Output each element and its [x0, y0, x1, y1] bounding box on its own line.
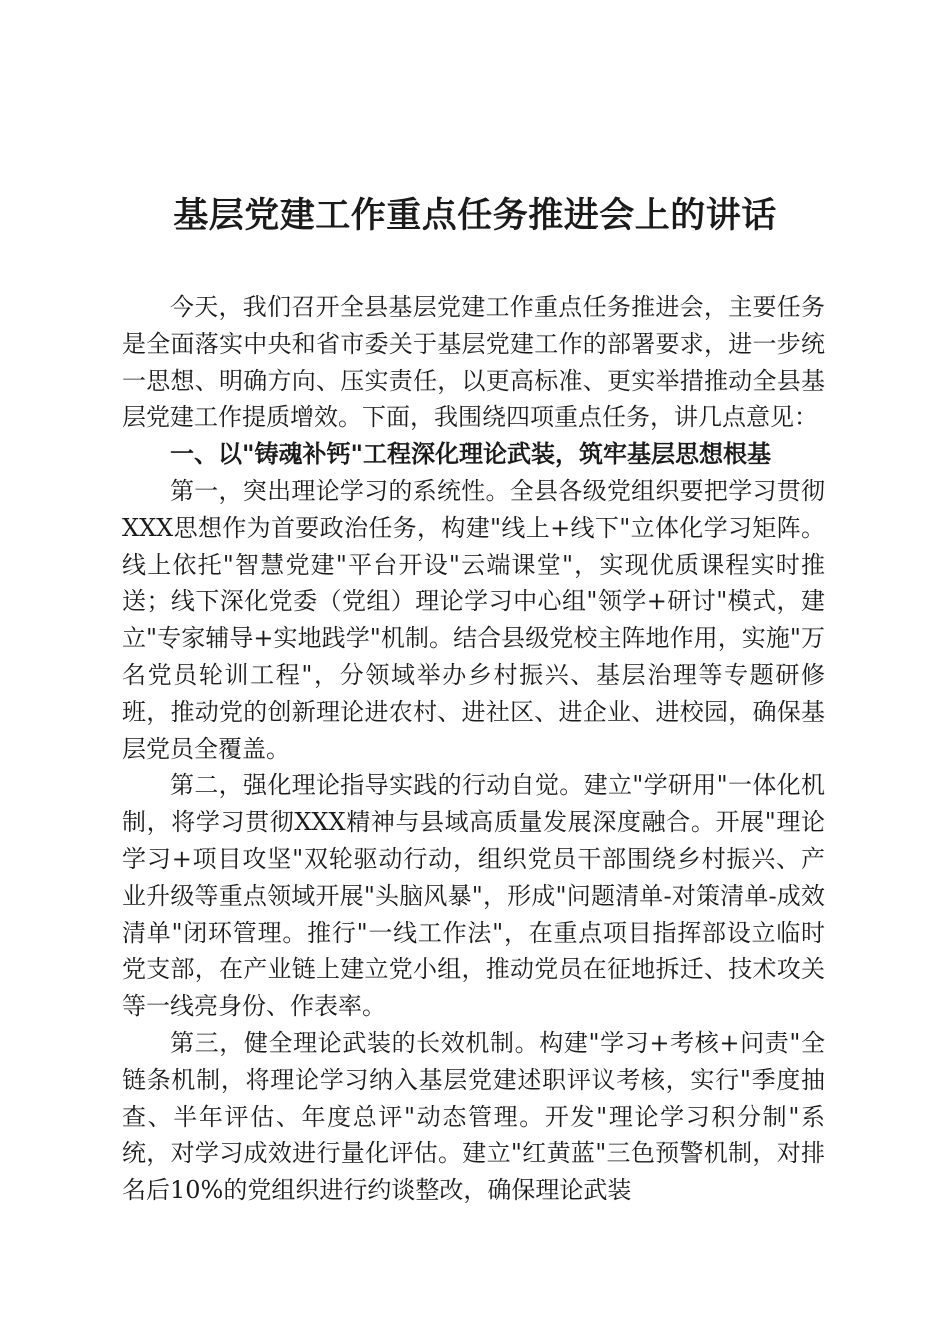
document-body: [122, 289, 825, 1209]
document-title: 基层党建工作重点任务推进会上的讲话: [173, 195, 777, 236]
paragraph-3: 第三，健全理论武装的长效机制。构建"学习+考核+问责"全链条机制，将理论学习纳入基层党建述职评议考核，实行"季度抽查、半年评估、年度总评"动态管理。开发"理论学习积分制"系统，对学习成效进行量化评估。建立"红黄蓝"三色预警机制，对排名后10%的党组织进行约谈整改，确保理论武装: [122, 1028, 825, 1205]
intro-paragraph: 今天，我们召开全县基层党建工作重点任务推进会，主要任务是全面落实中央和省市委关于基层党建工作的部署要求，进一步统一思想、明确方向、压实责任，以更高标准、更实举措推动全县基层党建工作提质增效。下面，我围绕四项重点任务，讲几点意见：: [122, 293, 825, 432]
paragraph-1: 第一，突出理论学习的系统性。全县各级党组织要把学习贯彻XXX思想作为首要政治任务，构建"线上+线下"立体化学习矩阵。线上依托"智慧党建"平台开设"云端课堂"，实现优质课程实时推送；线下深化党委（党组）理论学习中心组"领学+研讨"模式，建立"专家辅导+实地践学"机制。结合县级党校主阵地作用，实施"万名党员轮训工程"，分领域举办乡村振兴、基层治理等专题研修班，推动党的创新理论进农村、进社区、进企业、进校园，确保基层党员全覆盖。: [122, 476, 825, 763]
section-heading-1: 一、以"铸魂补钙"工程深化理论武装，筑牢基层思想根基: [170, 440, 772, 469]
paragraph-2: 第二，强化理论指导实践的行动自觉。建立"学研用"一体化机制，将学习贯彻XXX精神与县域高质量发展深度融合。开展"理论学习+项目攻坚"双轮驱动行动，组织党员干部围绕乡村振兴、产业升级等重点领域开展"头脑风暴"，形成"问题清单-对策清单-成效清单"闭环管理。推行"一线工作法"，在重点项目指挥部设立临时党支部，在产业链上建立党小组，推动党员在征地拆迁、技术攻关等一线亮身份、作表率。: [122, 771, 825, 1021]
